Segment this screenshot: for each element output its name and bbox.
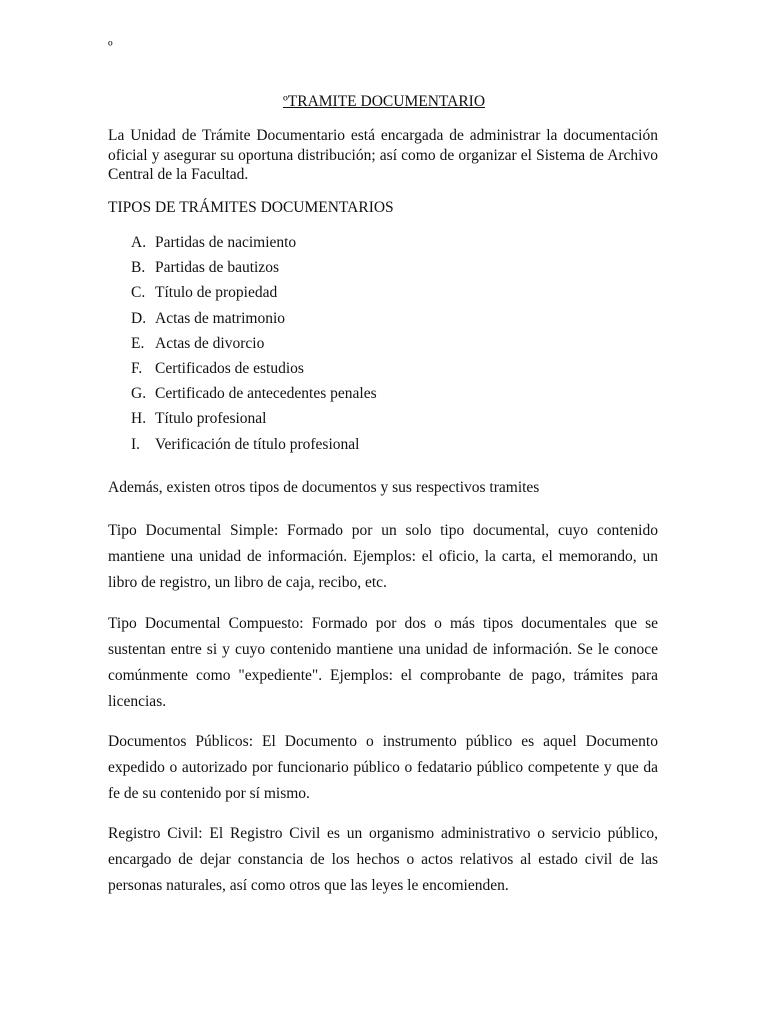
list-item-text: Verificación de título profesional [155,435,360,453]
list-item-text: Partidas de bautizos [155,259,279,277]
list-item [131,334,377,359]
list-marker: D. [131,309,147,327]
list-item-text: Partidas de nacimiento [155,234,297,251]
registro-civil-text: Registro Civil: El Registro Civil es un organismo administrativo o servicio público, encargado de dejar constancia de los hechos o actos relativos al estado civil de las personas naturales, así como otros que las leyes le encomienden. [108,825,658,894]
document-types-list [131,233,377,460]
list-marker: E. [131,334,145,352]
documentos-publicos-text: Documentos Públicos: El Documento o instrumento público es aquel Documento expedido o autorizado por funcionario público o fedatario público competente y que da fe de su contenido por sí mismo. [108,733,658,802]
list-item-text: Certificado de antecedentes penales [155,385,377,403]
additional-paragraph: Además, existen otros tipos de documentos y sus respectivos tramites [108,479,540,496]
list-item [131,359,377,384]
document-title-text: ºTRAMITE DOCUMENTARIO [282,93,486,110]
intro-text: La Unidad de Trámite Documentario está encargada de administrar la documentación oficial y asegurar su oportuna distribución; así como de organizar el Sistema de Archivo Central de la Facultad. [108,127,658,183]
list-item [131,435,377,460]
section-heading: TIPOS DE TRÁMITES DOCUMENTARIOS [108,199,394,216]
list-item [131,409,377,434]
intro-paragraph [108,126,658,185]
registro-civil-paragraph [108,821,658,899]
list-item [131,309,377,334]
list-marker: C. [131,284,146,302]
list-marker: I. [131,435,141,453]
list-marker: F. [131,359,143,377]
list-item-text: Certificados de estudios [155,359,304,377]
documentos-publicos-paragraph [108,729,658,807]
tipo-compuesto-text: Tipo Documental Compuesto: Formado por dos o más tipos documentales que se sustentan entre si y cuyo contenido mantiene una unidad de información. Se le conoce comúnmente como "expediente". Ejemplos: el comprobante de pago, trámites para licencias. [108,615,658,710]
tipo-simple-text: Tipo Documental Simple: Formado por un solo tipo documental, cuyo contenido mantiene una unidad de información. Ejemplos: el oficio, la carta, el memorando, un libro de registro, un libro de caja, recibo, etc. [108,522,658,591]
list-item [131,233,377,258]
list-item-text: Título profesional [155,410,267,428]
list-item [131,283,377,308]
list-item-text: Actas de matrimonio [155,309,285,327]
list-marker: B. [131,259,146,277]
corner-mark: º [108,39,113,55]
tipo-simple-paragraph [108,518,658,596]
list-item-text: Actas de divorcio [155,334,265,352]
list-item-text: Título de propiedad [155,284,278,302]
list-marker: H. [131,410,147,428]
tipo-compuesto-paragraph [108,611,658,715]
list-marker: A. [131,234,147,251]
list-item [131,258,377,283]
document-title [0,92,768,112]
list-item [131,384,377,409]
list-marker: G. [131,385,147,403]
